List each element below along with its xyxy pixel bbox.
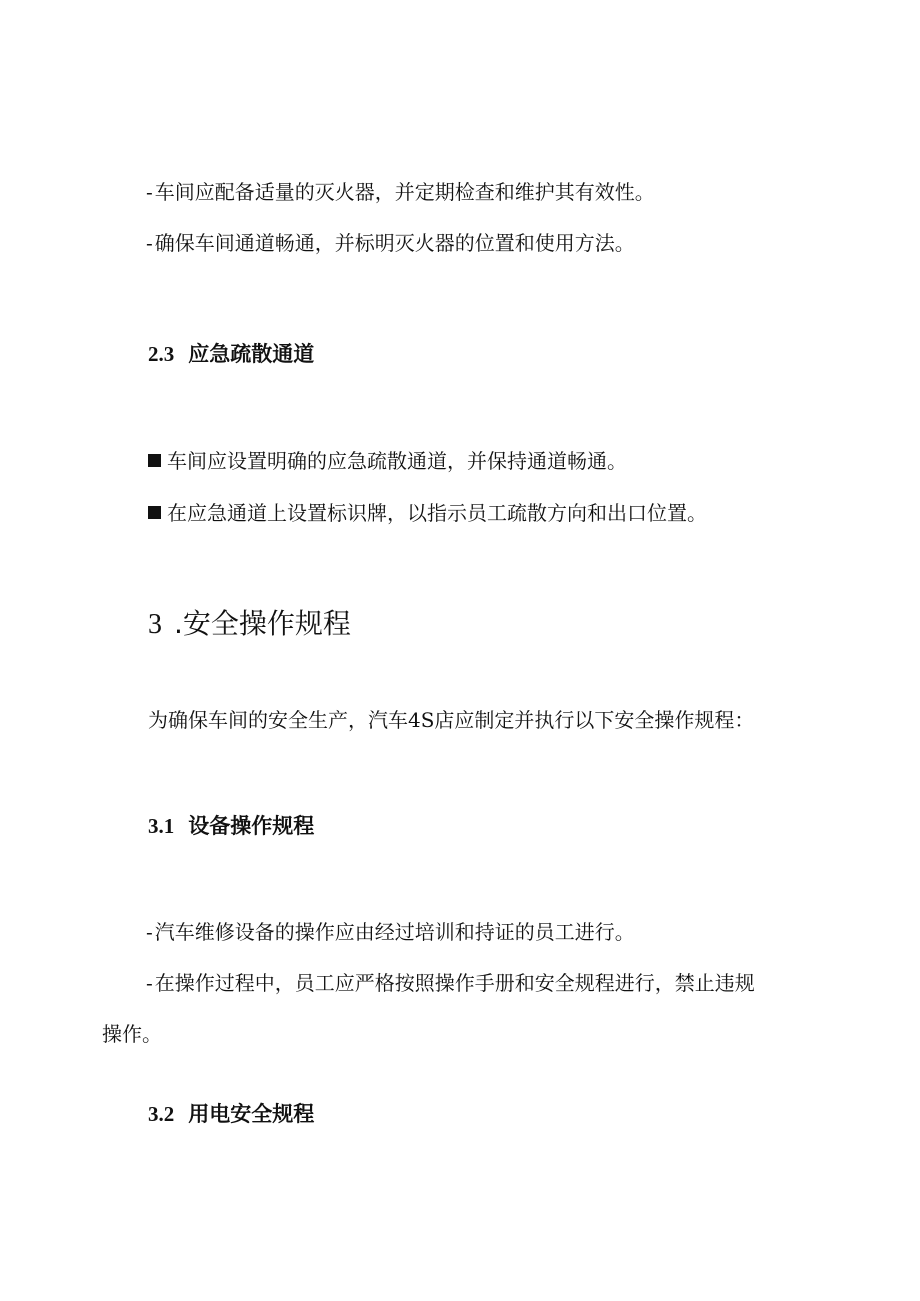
list-item-text: 确保车间通道畅通，并标明灭火器的位置和使用方法。 <box>154 231 635 255</box>
list-item <box>146 969 755 997</box>
list-item <box>146 918 635 946</box>
section-number: 3.1 <box>148 814 175 838</box>
section-heading-3-2 <box>148 1100 314 1128</box>
list-item-text: 在应急通道上设置标识牌，以指示员工疏散方向和出口位置。 <box>167 501 707 525</box>
dash-marker: - <box>146 231 153 255</box>
section-title: 应急疏散通道 <box>188 342 315 366</box>
dash-marker: - <box>146 180 153 204</box>
list-item <box>146 178 655 206</box>
section-number: 2.3 <box>148 342 175 366</box>
list-item-text: 车间应配备适量的灭火器，并定期检查和维护其有效性。 <box>154 180 655 204</box>
list-item-text: 车间应设置明确的应急疏散通道，并保持通道畅通。 <box>167 449 627 473</box>
dash-marker: - <box>146 920 153 944</box>
black-square-icon <box>148 506 161 519</box>
chapter-heading-3 <box>148 606 351 643</box>
section-title: 设备操作规程 <box>188 814 315 838</box>
section-heading-3-1 <box>148 812 314 840</box>
section-heading-2-3 <box>148 340 314 368</box>
section-title: 用电安全规程 <box>188 1102 315 1126</box>
dash-marker: - <box>146 971 153 995</box>
list-item <box>148 447 627 475</box>
list-item <box>146 229 635 257</box>
list-item <box>148 499 707 527</box>
list-item-continuation: 操作。 <box>102 1022 162 1046</box>
black-square-icon <box>148 454 161 467</box>
chapter-title: .安全操作规程 <box>174 607 351 640</box>
list-item-text: 在操作过程中，员工应严格按照操作手册和安全规程进行，禁止违规 <box>154 971 755 995</box>
chapter-number: 3 <box>148 609 162 640</box>
intro-paragraph: 为确保车间的安全生产，汽车4S店应制定并执行以下安全操作规程： <box>148 708 755 732</box>
list-item-text: 汽车维修设备的操作应由经过培训和持证的员工进行。 <box>154 920 635 944</box>
section-number: 3.2 <box>148 1102 175 1126</box>
